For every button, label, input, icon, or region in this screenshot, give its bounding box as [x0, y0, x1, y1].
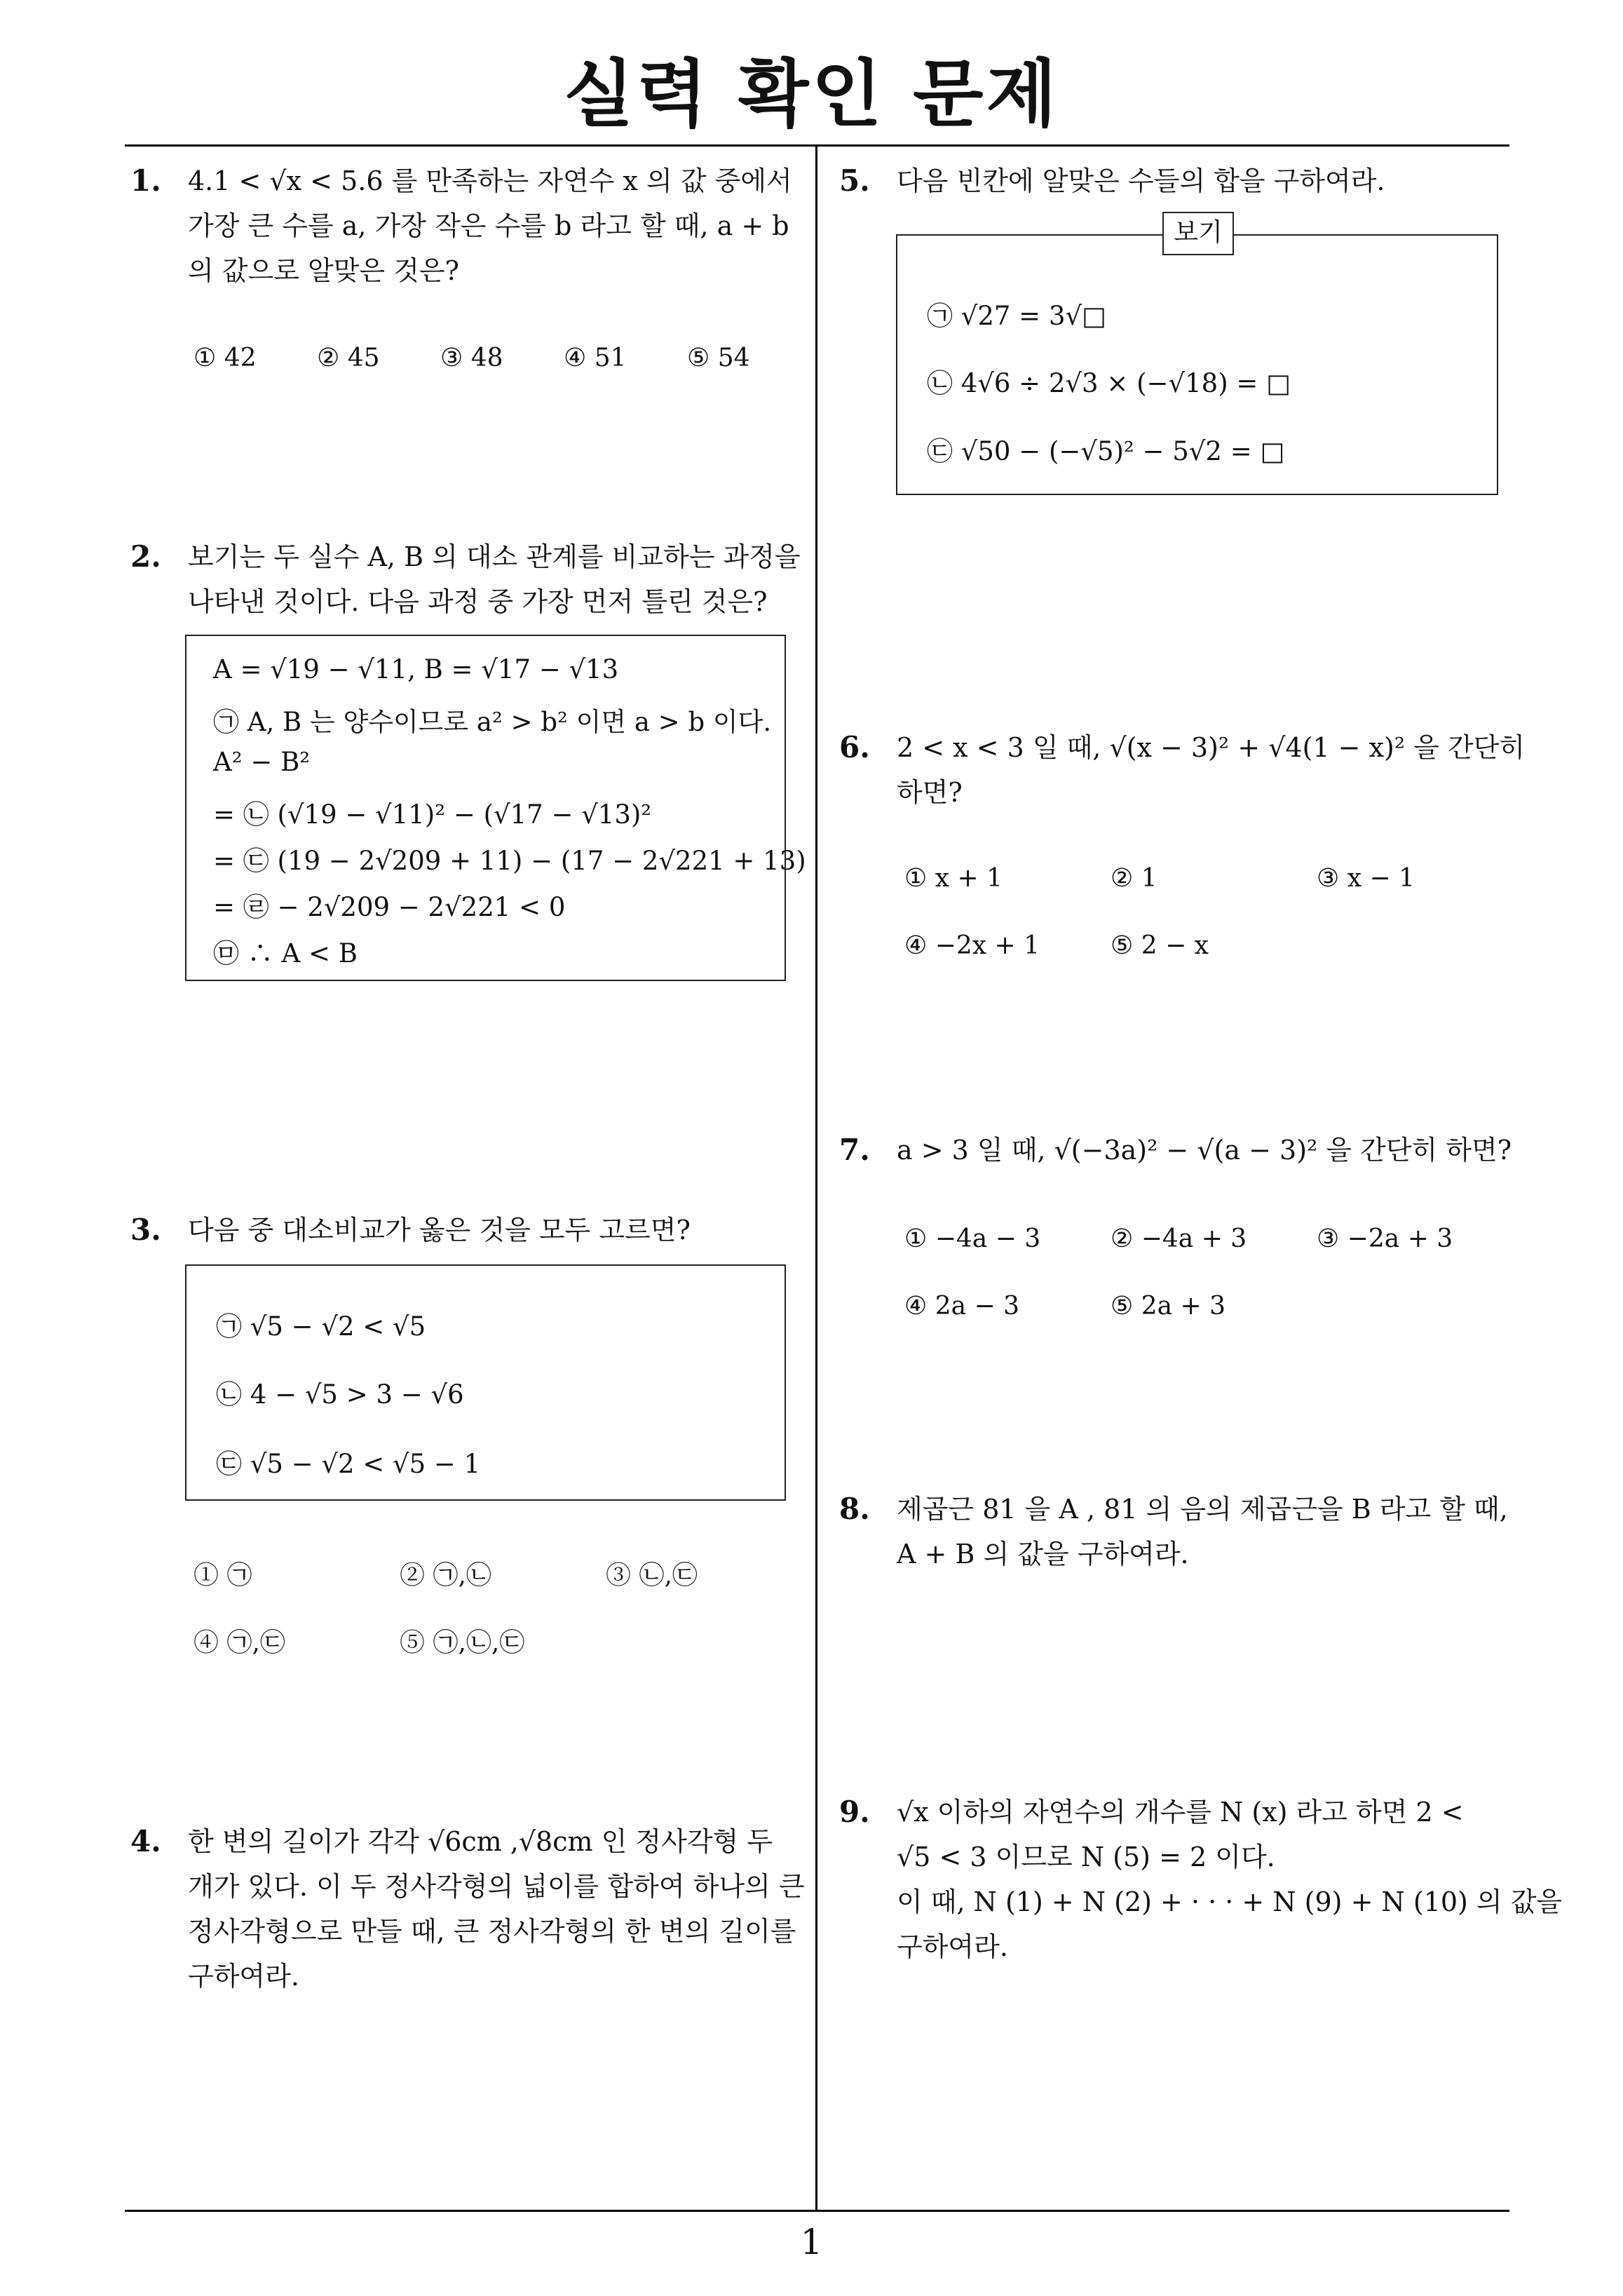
question-line: 이 때, N (1) + N (2) + · · · + N (9) + N (10) 의 값을 [897, 1886, 1563, 1917]
question-text [188, 1819, 805, 1999]
process-line: ㉤ ∴ A < B [213, 938, 358, 968]
page-title: 실력 확인 문제 [563, 51, 1060, 137]
question-line: a > 3 일 때, √(−3a)² − √(a − 3)² 을 간단히 하면? [897, 1135, 1512, 1166]
question-text [897, 1790, 1562, 1969]
question-line: 제곱근 81 을 A , 81 의 음의 제곱근을 B 라고 할 때, [897, 1494, 1508, 1525]
question-line: 보기는 두 실수 A, B 의 대소 관계를 비교하는 과정을 [188, 541, 801, 572]
question-line: 구하여라. [188, 1961, 299, 1992]
question-line: 2 < x < 3 일 때, √(x − 3)² + √4(1 − x)² 을 간단히 [897, 732, 1526, 763]
question-line: √5 < 3 이므로 N (5) = 2 이다. [897, 1842, 1275, 1872]
answer-option[interactable]: ④ ㉠,㉢ [193, 1628, 285, 1657]
question-line: 구하여라. [897, 1931, 1008, 1962]
process-line: A = √19 − √11, B = √17 − √13 [213, 654, 619, 684]
process-box [185, 635, 806, 981]
bogi-line: ㉠ √27 = 3√□ [927, 301, 1107, 331]
comparison-box [185, 1264, 786, 1501]
answer-option[interactable]: ③ x − 1 [1317, 864, 1415, 893]
question-number: 3. [130, 1213, 161, 1247]
question-line: 개가 있다. 이 두 정사각형의 넓이를 합하여 하나의 큰 [188, 1871, 805, 1902]
question-line: √x 이하의 자연수의 개수를 N (x) 라고 하면 2 < [897, 1797, 1464, 1828]
process-line: = ㉢ (19 − 2√209 + 11) − (17 − 2√221 + 13) [213, 846, 806, 876]
question-line: 한 변의 길이가 각각 √6cm ,√8cm 인 정사각형 두 [188, 1826, 773, 1857]
bogi-box [896, 234, 1498, 495]
answer-option[interactable]: ④ −2x + 1 [904, 931, 1040, 960]
question-number: 6. [839, 730, 870, 764]
answer-option[interactable]: ① −4a − 3 [904, 1224, 1041, 1253]
answer-option[interactable]: ① ㉠ [193, 1561, 252, 1590]
question-text [188, 158, 792, 293]
answer-option[interactable]: ③ −2a + 3 [1317, 1224, 1453, 1253]
answer-option[interactable]: ② 1 [1111, 864, 1157, 893]
question-text [897, 725, 1525, 815]
bogi-line: ㉡ 4√6 ÷ 2√3 × (−√18) = □ [927, 368, 1291, 398]
question-line: 다음 중 대소비교가 옳은 것을 모두 고르면? [188, 1215, 691, 1245]
column-divider [815, 146, 817, 2211]
bogi-label: 보기 [1162, 212, 1234, 255]
footer-rule [125, 2210, 1509, 2212]
answer-option[interactable]: ③ 48 [440, 344, 503, 372]
bogi-line: ㉢ √50 − (−√5)² − 5√2 = □ [927, 436, 1285, 466]
process-line: A² − B² [213, 747, 311, 777]
question-text [897, 158, 1385, 203]
question-line: 나타낸 것이다. 다음 과정 중 가장 먼저 틀린 것은? [188, 586, 768, 617]
answer-option[interactable]: ④ 2a − 3 [904, 1292, 1020, 1321]
process-line: ㉠ A, B 는 양수이므로 a² > b² 이면 a > b 이다. [213, 707, 772, 737]
page-number: 1 [800, 2222, 823, 2262]
question-line: A + B 의 값을 구하여라. [897, 1539, 1189, 1569]
answer-option[interactable]: ⑤ 2 − x [1111, 931, 1209, 960]
question-number: 7. [839, 1133, 870, 1167]
answer-option[interactable]: ② −4a + 3 [1111, 1224, 1247, 1253]
question-text [188, 534, 801, 624]
process-line: = ㉡ (√19 − √11)² − (√17 − √13)² [213, 799, 652, 830]
question-text [188, 1208, 691, 1252]
process-line: = ㉣ − 2√209 − 2√221 < 0 [213, 892, 566, 922]
comparison-line: ㉠ √5 − √2 < √5 [216, 1311, 426, 1342]
answer-option[interactable]: ③ ㉡,㉢ [606, 1561, 698, 1590]
answer-option[interactable]: ⑤ ㉠,㉡,㉢ [400, 1628, 525, 1657]
question-text [897, 1128, 1512, 1173]
question-number: 1. [130, 163, 161, 198]
answer-option[interactable]: ④ 51 [564, 344, 627, 372]
answer-option[interactable]: ⑤ 2a + 3 [1111, 1292, 1226, 1321]
question-number: 5. [839, 163, 870, 198]
question-line: 의 값으로 알맞은 것은? [188, 255, 459, 286]
question-line: 다음 빈칸에 알맞은 수들의 합을 구하여라. [897, 166, 1385, 196]
question-number: 4. [130, 1824, 161, 1858]
question-line: 하면? [897, 777, 963, 808]
question-number: 8. [839, 1492, 870, 1526]
comparison-line: ㉢ √5 − √2 < √5 − 1 [216, 1449, 481, 1479]
question-line: 정사각형으로 만들 때, 큰 정사각형의 한 변의 길이를 [188, 1916, 796, 1947]
question-number: 2. [130, 539, 161, 574]
question-number: 9. [839, 1795, 870, 1829]
answer-option[interactable]: ⑤ 54 [687, 344, 750, 372]
answer-option[interactable]: ② 45 [317, 344, 380, 372]
question-text [897, 1487, 1508, 1576]
question-line: 4.1 < √x < 5.6 를 만족하는 자연수 x 의 값 중에서 [188, 166, 792, 196]
comparison-line: ㉡ 4 − √5 > 3 − √6 [216, 1379, 464, 1410]
answer-option[interactable]: ① x + 1 [904, 864, 1003, 893]
answer-option[interactable]: ① 42 [193, 344, 257, 372]
question-line: 가장 큰 수를 a, 가장 작은 수를 b 라고 할 때, a + b [188, 210, 789, 241]
answer-option[interactable]: ② ㉠,㉡ [400, 1561, 491, 1590]
